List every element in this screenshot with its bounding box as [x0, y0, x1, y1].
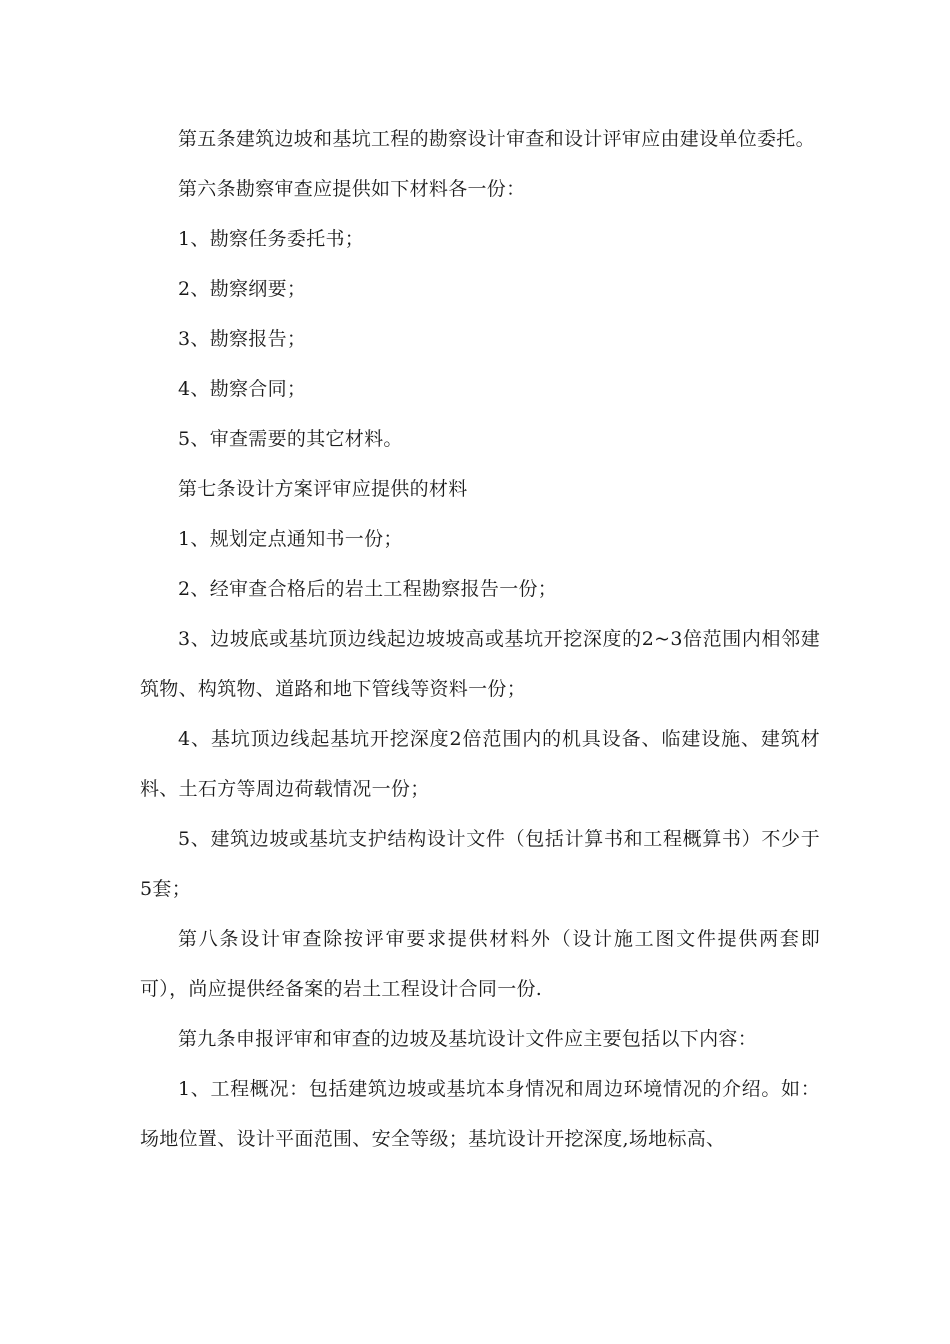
- list-item: 4、基坑顶边线起基坑开挖深度2倍范围内的机具设备、临建设施、建筑材料、土石方等周边荷载情况一份；: [140, 728, 820, 800]
- list-item: 2、经审查合格后的岩土工程勘察报告一份；: [178, 578, 558, 600]
- list-item: 5、审查需要的其它材料。: [178, 428, 403, 450]
- paragraph-article-9: 第九条申报评审和审查的边坡及基坑设计文件应主要包括以下内容：: [178, 1028, 758, 1050]
- list-item: 4、勘察合同；: [178, 378, 307, 400]
- paragraph-article-6: 第六条勘察审查应提供如下材料各一份：: [178, 178, 526, 200]
- paragraph-article-5: 第五条建筑边坡和基坑工程的勘察设计审查和设计评审应由建设单位委托。: [178, 128, 815, 150]
- list-item: 1、工程概况：包括建筑边坡或基坑本身情况和周边环境情况的介绍。如：场地位置、设计平面范围、安全等级；基坑设计开挖深度,场地标高、: [140, 1078, 820, 1150]
- list-item: 5、建筑边坡或基坑支护结构设计文件（包括计算书和工程概算书）不少于5套；: [140, 828, 820, 900]
- list-item: 1、勘察任务委托书；: [178, 228, 365, 250]
- list-item: 1、规划定点通知书一份；: [178, 528, 403, 550]
- document-body: [140, 114, 820, 1164]
- paragraph-article-7: 第七条设计方案评审应提供的材料: [178, 478, 468, 500]
- list-item: 3、边坡底或基坑顶边线起边坡坡高或基坑开挖深度的2~3倍范围内相邻建筑物、构筑物、道路和地下管线等资料一份；: [140, 628, 820, 700]
- list-item: 3、勘察报告；: [178, 328, 307, 350]
- paragraph-article-8: 第八条设计审查除按评审要求提供材料外（设计施工图文件提供两套即可），尚应提供经备案的岩土工程设计合同一份.: [140, 928, 820, 1000]
- list-item: 2、勘察纲要；: [178, 278, 307, 300]
